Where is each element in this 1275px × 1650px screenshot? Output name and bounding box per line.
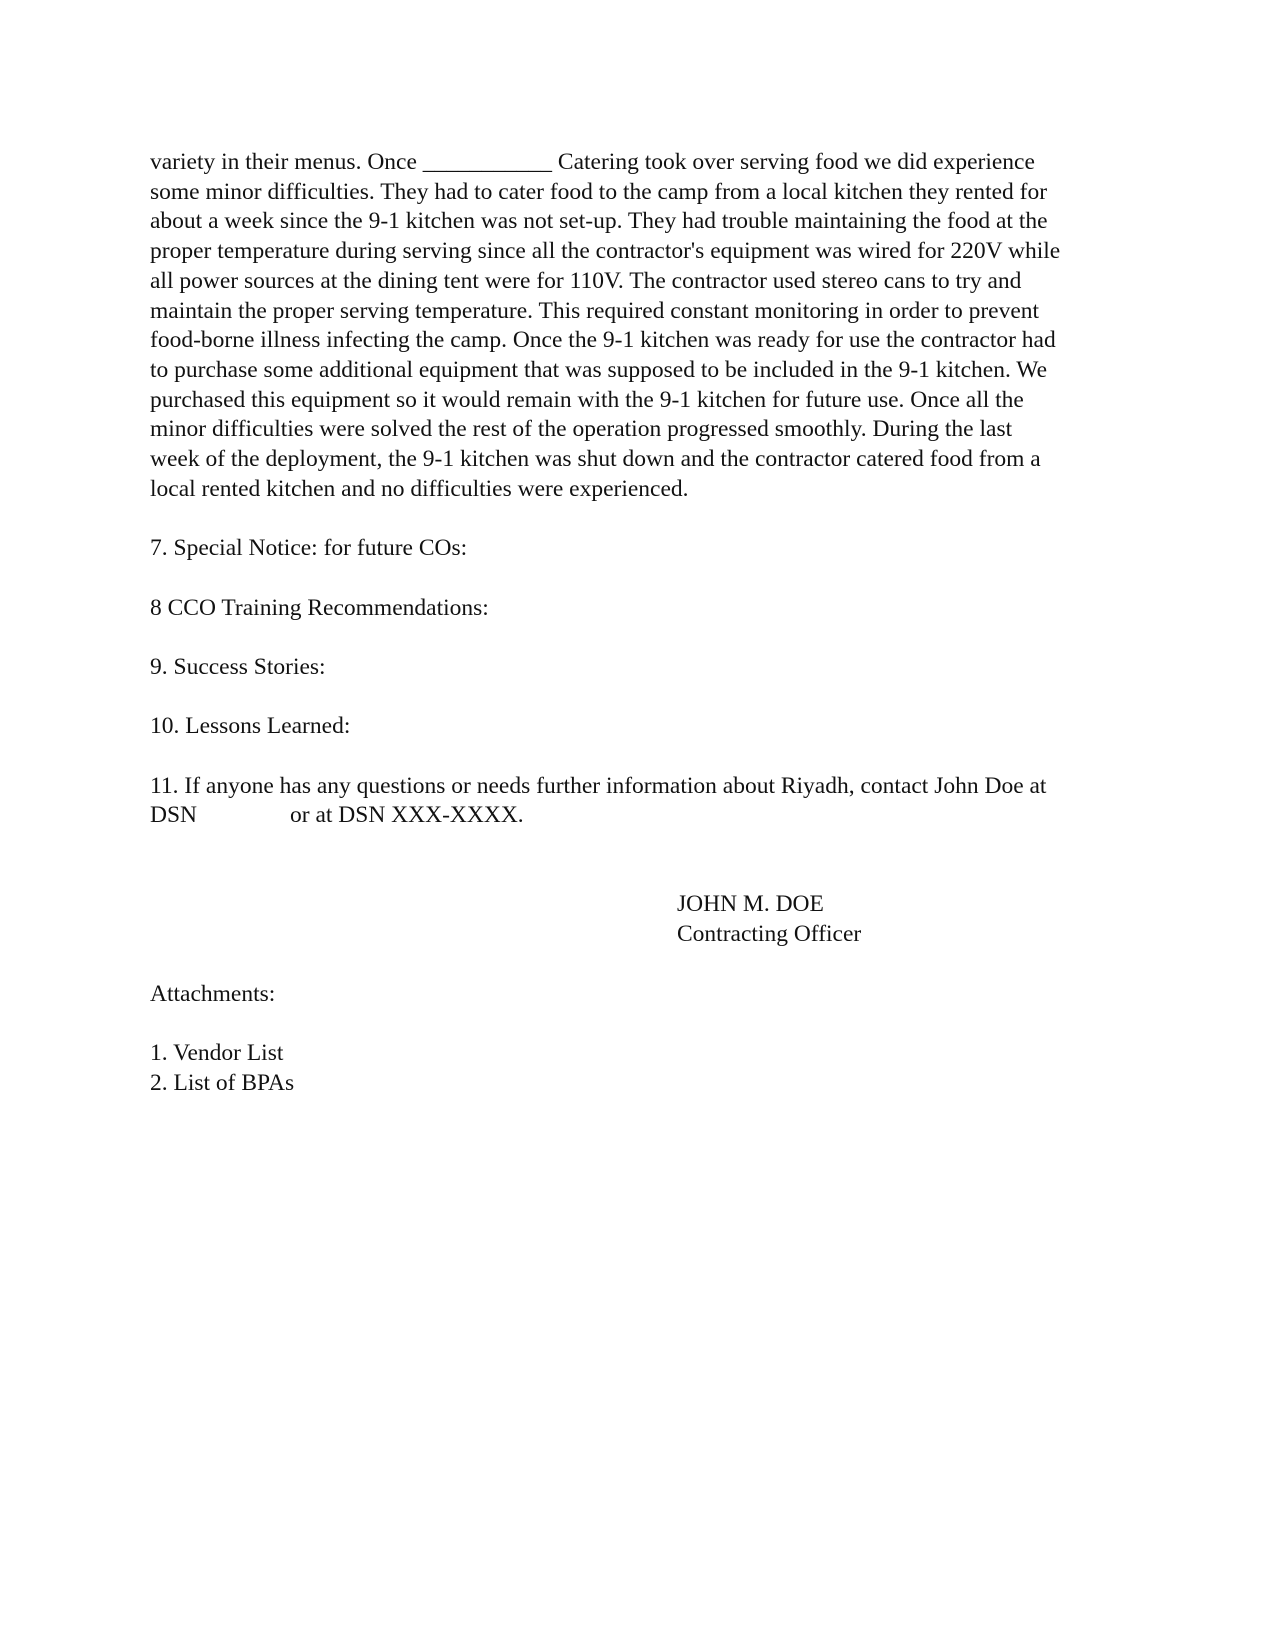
body-line: to purchase some additional equipment that was supposed to be included in the 9-1 kitchen. We <box>150 356 1047 383</box>
body-line: maintain the proper serving temperature. This required constant monitoring in order to prevent <box>150 297 1040 324</box>
attachment-item: 1. Vendor List <box>150 1039 284 1066</box>
section-cco-training: 8 CCO Training Recommendations: <box>150 594 489 621</box>
body-line: variety in their menus. Once ___________ Catering took over serving food we did experience <box>150 149 1035 175</box>
signature-name: JOHN M. DOE <box>677 891 824 918</box>
body-line: food-borne illness infecting the camp. Once the 9-1 kitchen was ready for use the contractor had <box>150 327 1056 354</box>
contact-dsn-alt: or at DSN XXX-XXXX. <box>290 802 524 829</box>
body-line: purchased this equipment so it would remain with the 9-1 kitchen for future use. Once all the <box>150 386 1024 413</box>
body-line: week of the deployment, the 9-1 kitchen was shut down and the contractor catered food from a <box>150 446 1041 473</box>
body-line: proper temperature during serving since all the contractor's equipment was wired for 220V while <box>150 238 1061 265</box>
attachment-item: 2. List of BPAs <box>150 1069 295 1096</box>
signature-block <box>677 890 1130 949</box>
body-line: minor difficulties were solved the rest of the operation progressed smoothly. During the last <box>150 416 1013 443</box>
section-lessons-learned: 10. Lessons Learned: <box>150 713 351 740</box>
body-line: about a week since the 9-1 kitchen was not set-up. They had trouble maintaining the food at the <box>150 208 1048 235</box>
signature-title: Contracting Officer <box>677 921 862 948</box>
body-line: some minor difficulties. They had to cater food to the camp from a local kitchen they rented for <box>150 178 1048 205</box>
document-page <box>150 148 1130 1098</box>
attachments-list <box>150 1039 1130 1098</box>
section-special-notice: 7. Special Notice: for future COs: <box>150 535 468 562</box>
section-success-stories: 9. Success Stories: <box>150 653 326 680</box>
contact-line-2 <box>150 801 1130 831</box>
body-line: all power sources at the dining tent were for 110V. The contractor used stereo cans to try and <box>150 267 1022 294</box>
body-line: local rented kitchen and no difficulties were experienced. <box>150 475 689 502</box>
attachments-heading: Attachments: <box>150 980 276 1007</box>
contact-dsn-label: DSN <box>150 802 198 829</box>
contact-line-1: 11. If anyone has any questions or needs further information about Riyadh, contact John Doe at <box>150 772 1047 799</box>
contact-paragraph <box>150 772 1130 831</box>
body-paragraph <box>150 148 1130 504</box>
